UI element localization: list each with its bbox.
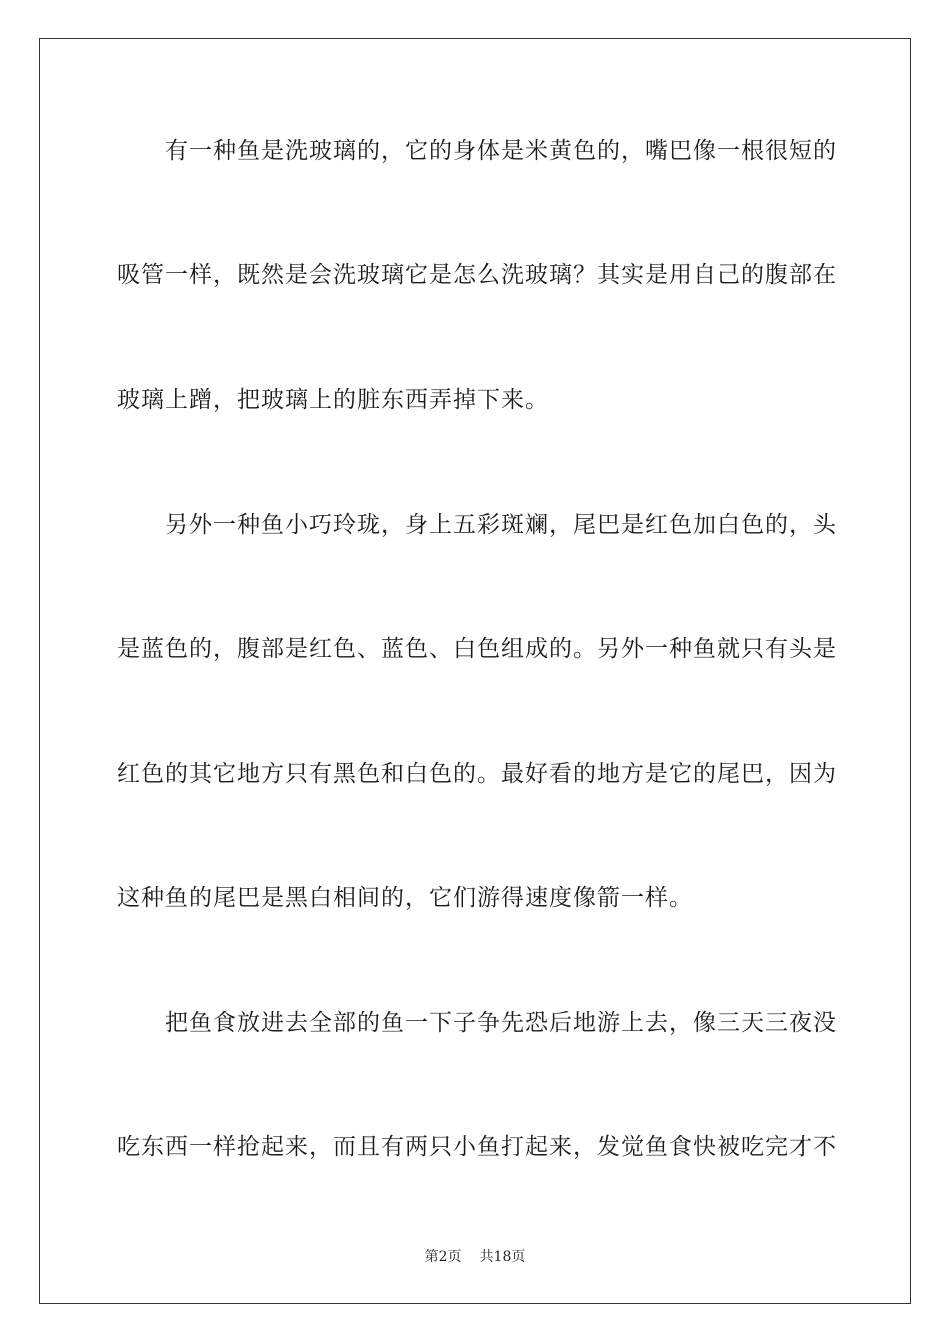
paragraph-2-line-1: 另外一种鱼小巧玲珑，身上五彩斑斓，尾巴是红色加白色的，头 [165,512,837,538]
paragraph-1-line-2: 吸管一样，既然是会洗玻璃它是怎么洗玻璃？其实是用自己的腹部在 [117,262,837,288]
paragraph-2-line-4: 这种鱼的尾巴是黑白相间的，它们游得速度像箭一样。 [117,885,693,911]
page-border [39,38,911,1304]
paragraph-2-line-2: 是蓝色的，腹部是红色、蓝色、白色组成的。另外一种鱼就只有头是 [117,636,837,662]
page-footer [0,1248,950,1266]
paragraph-1-line-3: 玻璃上蹭，把玻璃上的脏东西弄掉下来。 [117,387,549,413]
paragraph-2-line-3: 红色的其它地方只有黑色和白色的。最好看的地方是它的尾巴，因为 [117,761,837,787]
paragraph-3-line-2: 吃东西一样抢起来，而且有两只小鱼打起来，发觉鱼食快被吃完才不 [117,1134,837,1160]
paragraph-3-line-1: 把鱼食放进去全部的鱼一下子争先恐后地游上去，像三天三夜没 [165,1010,837,1036]
paragraph-1-line-1: 有一种鱼是洗玻璃的，它的身体是米黄色的，嘴巴像一根很短的 [165,138,837,164]
total-pages: 共18页 [479,1249,526,1265]
page-number: 第2页 [424,1249,462,1265]
